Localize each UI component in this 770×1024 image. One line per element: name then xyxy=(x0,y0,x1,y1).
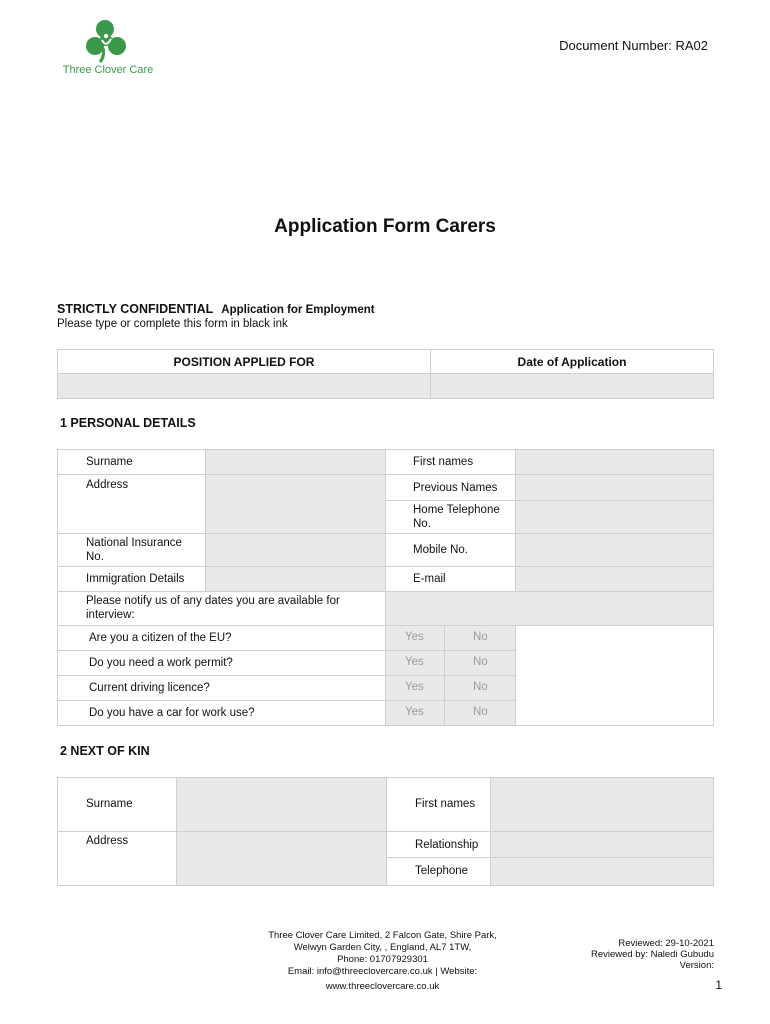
email-label-cell xyxy=(385,566,516,592)
immigration-field[interactable] xyxy=(205,566,386,592)
kin-relationship-label: Relationship xyxy=(415,839,479,851)
previous-names-label-cell xyxy=(385,474,516,501)
first-names-label-cell xyxy=(385,449,516,475)
address-label-cell xyxy=(57,474,206,534)
kin-surname-field[interactable] xyxy=(176,777,387,832)
ni-label-line2: No. xyxy=(86,551,104,563)
immigration-label: Immigration Details xyxy=(86,573,185,585)
position-header-cell xyxy=(57,349,431,374)
home-tel-field[interactable] xyxy=(515,500,714,534)
home-tel-label-line2: No. xyxy=(413,518,431,530)
reviewed-date: Reviewed: 29-10-2021 xyxy=(618,938,714,949)
no-label: No xyxy=(473,631,488,643)
surname-label: Surname xyxy=(86,456,133,468)
question-driving-licence: Current driving licence? xyxy=(89,682,210,694)
ni-label-cell xyxy=(57,533,206,567)
notify-label-cell xyxy=(57,591,386,626)
question-row xyxy=(57,650,386,676)
home-tel-label-cell xyxy=(385,500,516,534)
question-row xyxy=(57,675,386,701)
question-eu-citizen: Are you a citizen of the EU? xyxy=(89,632,232,644)
ni-label-line1: National Insurance xyxy=(86,537,182,549)
address-label: Address xyxy=(86,479,129,491)
yes-label: Yes xyxy=(405,656,424,668)
immigration-label-cell xyxy=(57,566,206,592)
mobile-label-cell xyxy=(385,533,516,567)
previous-names-field[interactable] xyxy=(515,474,714,501)
question-car-for-work: Do you have a car for work use? xyxy=(89,707,255,719)
notify-label-line1: Please notify us of any dates you are available for xyxy=(86,595,340,607)
date-of-application-header: Date of Application xyxy=(517,355,627,369)
footer-review-info xyxy=(591,938,714,971)
yes-label: Yes xyxy=(405,706,424,718)
kin-first-names-label-cell xyxy=(386,777,491,832)
kin-telephone-label-cell xyxy=(386,857,491,886)
yes-option[interactable] xyxy=(385,625,445,651)
yes-label: Yes xyxy=(405,681,424,693)
no-option[interactable] xyxy=(444,675,516,701)
kin-surname-label-cell xyxy=(57,777,177,832)
page-title: Application Form Carers xyxy=(274,216,496,237)
first-names-label: First names xyxy=(413,456,474,468)
mobile-field[interactable] xyxy=(515,533,714,567)
no-label: No xyxy=(473,656,488,668)
position-applied-header: POSITION APPLIED FOR xyxy=(173,355,315,369)
home-tel-label-line1: Home Telephone xyxy=(413,504,500,516)
address-field[interactable] xyxy=(205,474,386,534)
yes-option[interactable] xyxy=(385,650,445,676)
question-row xyxy=(57,625,386,651)
email-label: E-mail xyxy=(413,573,446,585)
no-option[interactable] xyxy=(444,700,516,726)
no-option[interactable] xyxy=(444,625,516,651)
kin-address-field[interactable] xyxy=(176,831,387,886)
kin-relationship-label-cell xyxy=(386,831,491,858)
date-header-cell xyxy=(430,349,714,374)
kin-surname-label: Surname xyxy=(86,798,133,810)
footer-company-info xyxy=(245,930,520,993)
surname-label-cell xyxy=(57,449,206,475)
ni-field[interactable] xyxy=(205,533,386,567)
document-number: Document Number: RA02 xyxy=(559,38,708,53)
no-option[interactable] xyxy=(444,650,516,676)
kin-telephone-label: Telephone xyxy=(415,865,469,877)
yes-option[interactable] xyxy=(385,675,445,701)
footer-line-4: Email: info@threeclovercare.co.uk | Website: xyxy=(287,966,478,977)
email-field[interactable] xyxy=(515,566,714,592)
footer-line-3: Phone: 01707929301 xyxy=(337,954,428,965)
kin-address-label: Address xyxy=(86,835,129,847)
kin-address-label-cell xyxy=(57,831,177,886)
kin-first-names-label: First names xyxy=(415,798,476,810)
page-number: 1 xyxy=(715,978,722,992)
questions-notes-cell[interactable] xyxy=(515,625,714,726)
footer-line-1: Three Clover Care Limited, 2 Falcon Gate, Shire Park, xyxy=(268,930,497,941)
question-work-permit: Do you need a work permit? xyxy=(89,657,233,669)
yes-option[interactable] xyxy=(385,700,445,726)
logo-text: Three Clover Care xyxy=(62,64,154,76)
section-2-heading: 2 NEXT OF KIN xyxy=(60,744,150,758)
kin-relationship-field[interactable] xyxy=(490,831,714,858)
confidential-heading xyxy=(57,302,375,316)
kin-first-names-field[interactable] xyxy=(490,777,714,832)
footer-website-link[interactable]: www.threeclovercare.co.uk xyxy=(325,981,440,992)
question-row xyxy=(57,700,386,726)
no-label: No xyxy=(473,681,488,693)
mobile-label: Mobile No. xyxy=(413,544,468,556)
interview-dates-field[interactable] xyxy=(385,591,714,626)
position-applied-field[interactable] xyxy=(57,373,431,399)
footer-line-2: Welwyn Garden City, , England, AL7 1TW, xyxy=(293,942,472,953)
date-of-application-field[interactable] xyxy=(430,373,714,399)
yes-label: Yes xyxy=(405,631,424,643)
confidential-label: STRICTLY CONFIDENTIAL xyxy=(57,302,214,316)
instruction-text: Please type or complete this form in black ink xyxy=(57,318,288,330)
reviewed-by: Reviewed by: Naledi Gubudu xyxy=(590,949,714,960)
kin-telephone-field[interactable] xyxy=(490,857,714,886)
previous-names-label: Previous Names xyxy=(413,482,498,494)
version-label: Version: xyxy=(679,960,714,971)
section-1-heading: 1 PERSONAL DETAILS xyxy=(60,416,196,430)
surname-field[interactable] xyxy=(205,449,386,475)
form-subtitle: Application for Employment xyxy=(221,304,375,316)
first-names-field[interactable] xyxy=(515,449,714,475)
no-label: No xyxy=(473,706,488,718)
notify-label-line2: interview: xyxy=(86,609,135,621)
